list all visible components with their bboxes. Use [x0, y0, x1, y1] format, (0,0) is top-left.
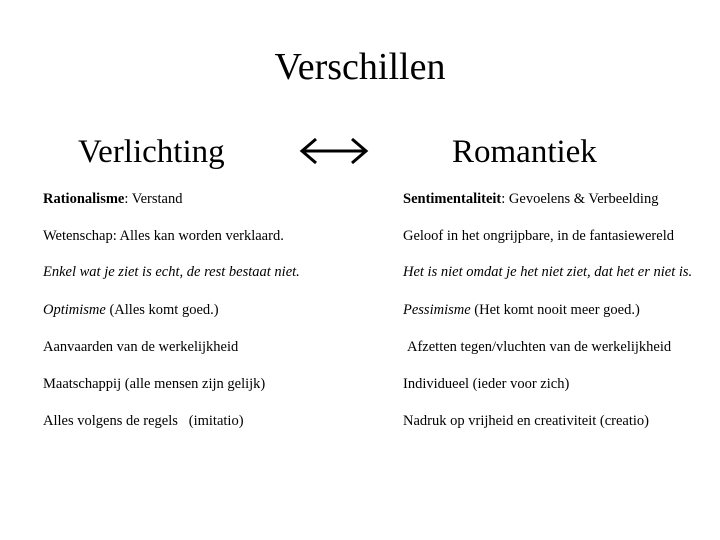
desc-rationalisme: : Verstand [124, 191, 183, 207]
right-item-sentimentaliteit [403, 189, 658, 209]
left-item-optimisme [43, 300, 219, 320]
desc-optimisme: (Alles komt goed.) [105, 302, 219, 318]
left-item-wetenschap: Wetenschap: Alles kan worden verklaard. [43, 228, 284, 244]
left-item-enkel-wat-je-ziet: Enkel wat je ziet is echt, de rest bestaat niet. [43, 264, 300, 280]
left-item-rationalisme [43, 189, 183, 209]
term-pessimisme: Pessimisme [403, 302, 471, 318]
left-right-arrow-icon [296, 131, 372, 171]
slide-title: Verschillen [274, 46, 446, 88]
desc-pessimisme: (Het komt nooit meer goed.) [470, 302, 640, 318]
left-item-maatschappij: Maatschappij (alle mensen zijn gelijk) [43, 376, 266, 392]
term-sentimentaliteit: Sentimentaliteit [403, 191, 502, 207]
term-rationalisme: Rationalisme [43, 191, 125, 207]
right-item-pessimisme [403, 300, 640, 320]
right-item-afzetten: Afzetten tegen/vluchten van de werkelijkheid [407, 339, 672, 355]
left-item-alles-volgens-regels: Alles volgens de regels (imitatio) [43, 413, 244, 429]
right-item-het-is-niet-omdat: Het is niet omdat je het niet ziet, dat het er niet is. [403, 264, 693, 280]
right-item-nadruk-vrijheid: Nadruk op vrijheid en creativiteit (creatio) [403, 413, 649, 429]
desc-sentimentaliteit: : Gevoelens & Verbeelding [501, 191, 659, 207]
term-optimisme: Optimisme [43, 302, 106, 318]
right-item-geloof: Geloof in het ongrijpbare, in de fantasiewereld [403, 228, 674, 244]
left-item-aanvaarden: Aanvaarden van de werkelijkheid [43, 339, 239, 355]
heading-verlichting: Verlichting [78, 134, 225, 170]
heading-romantiek: Romantiek [452, 134, 597, 170]
right-item-individueel: Individueel (ieder voor zich) [403, 376, 570, 392]
